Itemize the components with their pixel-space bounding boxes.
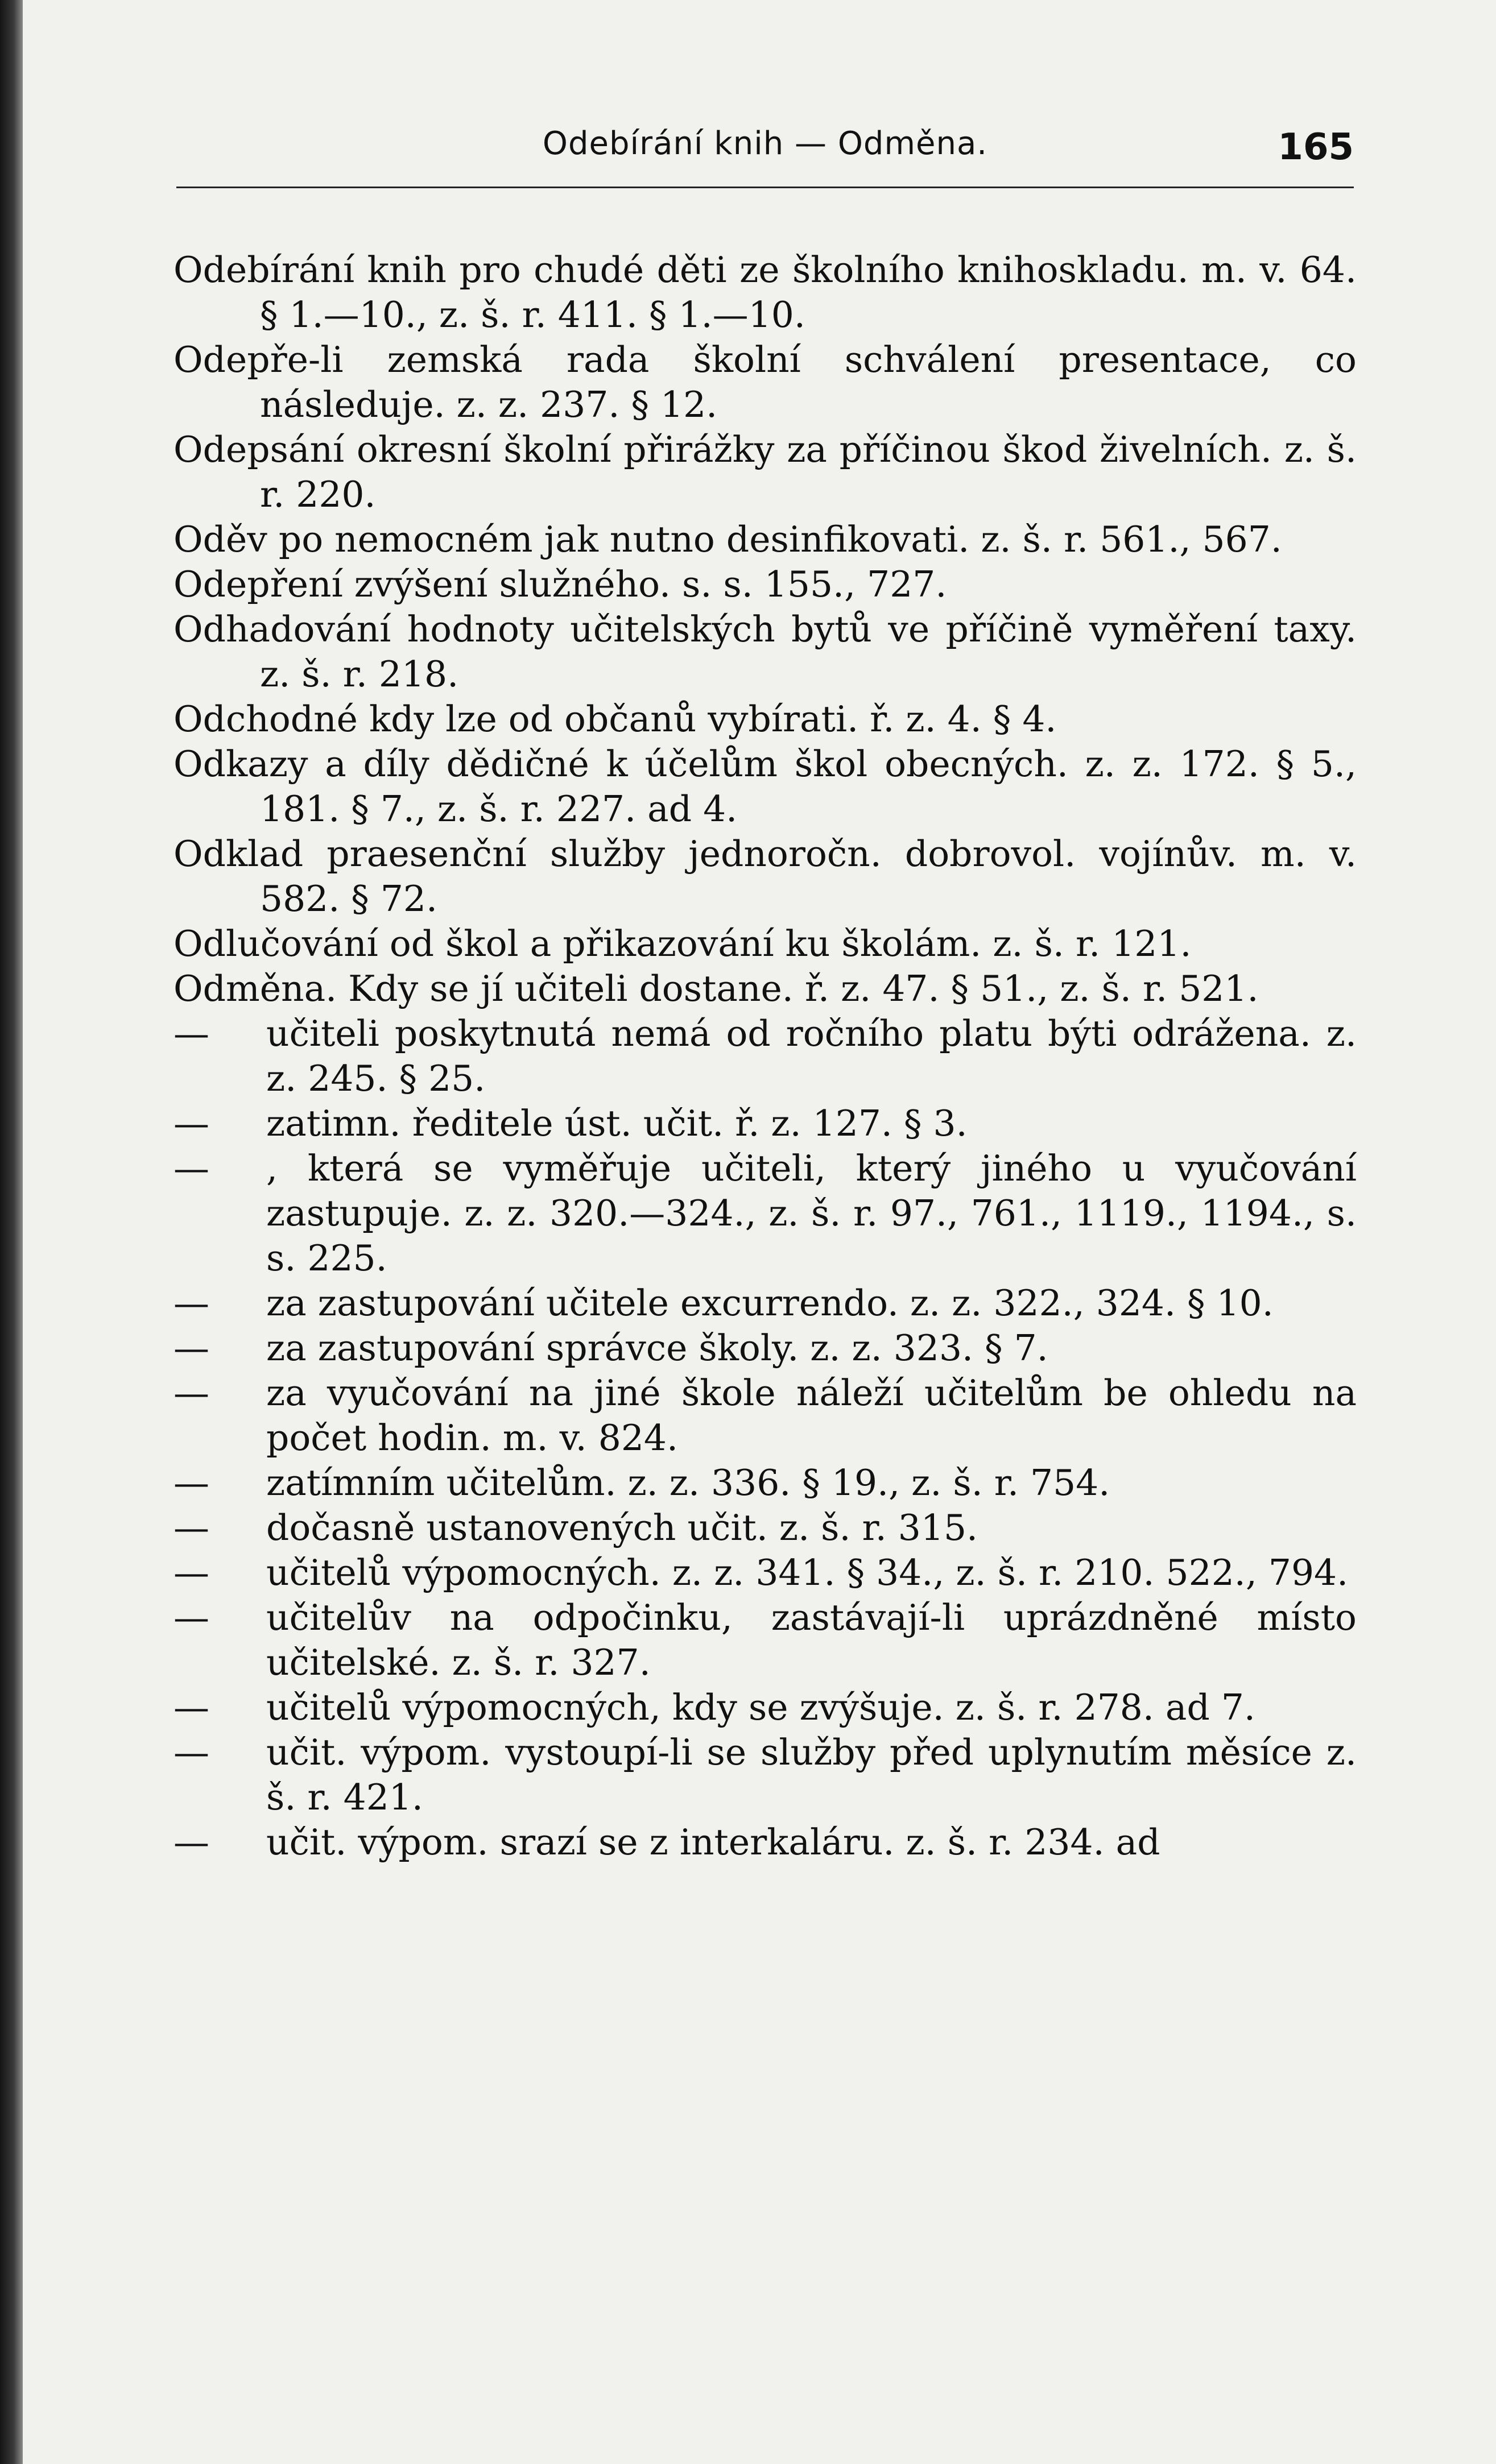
subentry-text: za zastupování správce školy. z. z. 323. § 7. xyxy=(266,1327,1048,1369)
index-entry: Odebírání knih pro chudé děti ze školního knihoskladu. m. v. 64. § 1.—10., z. š. r. 411. § 1.—10. xyxy=(173,249,1357,336)
subentry-text: zatimn. ředitele úst. učit. ř. z. 127. § 3. xyxy=(266,1103,968,1144)
subentry-dash: — xyxy=(173,1148,209,1189)
subentry-text: učitelů výpomocných. z. z. 341. § 34., z. š. r. 210. 522., 794. xyxy=(266,1552,1349,1593)
index-subentry xyxy=(173,1550,1357,1595)
subentry-dash: — xyxy=(173,1507,209,1548)
index-entries xyxy=(173,247,1357,1865)
index-subentry xyxy=(173,1460,1357,1505)
subentry-text: dočasně ustanovených učit. z. š. r. 315. xyxy=(266,1507,978,1548)
subentry-dash: — xyxy=(173,1732,209,1773)
subentry-text: učiteli poskytnutá nemá od ročního platu býti odrážena. z. z. 245. § 25. xyxy=(266,1013,1357,1099)
index-subentry xyxy=(173,1595,1357,1685)
subentry-dash: — xyxy=(173,1821,209,1863)
index-entry: Odměna. Kdy se jí učiteli dostane. ř. z. 47. § 51., z. š. r. 521. xyxy=(173,968,1259,1009)
subentry-dash: — xyxy=(173,1687,209,1728)
index-entry: Odklad praesenční služby jednoročn. dobrovol. vojínův. m. v. 582. § 72. xyxy=(173,833,1357,920)
subentry-text: učitelův na odpočinku, zastávají-li uprázdněné místo učitelské. z. š. r. 327. xyxy=(266,1597,1357,1683)
index-subentry xyxy=(173,1326,1357,1370)
subentry-text: učitelů výpomocných, kdy se zvýšuje. z. š. r. 278. ad 7. xyxy=(266,1687,1255,1728)
index-entry: Oděv po nemocném jak nutno desinfikovati. z. š. r. 561., 567. xyxy=(173,519,1282,560)
index-subentry xyxy=(173,1685,1357,1730)
index-subentry xyxy=(173,1146,1357,1281)
subentry-dash: — xyxy=(173,1103,209,1144)
index-entry: Odkazy a díly dědičné k účelům škol obecných. z. z. 172. § 5., 181. § 7., z. š. r. 227. ad 4. xyxy=(173,743,1357,830)
page-header xyxy=(176,114,1354,182)
index-entry: Odepření zvýšení služného. s. s. 155., 727. xyxy=(173,564,947,605)
subentry-dash: — xyxy=(173,1013,209,1054)
page-number: 165 xyxy=(1278,126,1354,168)
header-rule xyxy=(176,187,1354,188)
subentry-text: zatímním učitelům. z. z. 336. § 19., z. š. r. 754. xyxy=(266,1462,1110,1504)
index-subentry xyxy=(173,1101,1357,1146)
page-edge-shadow xyxy=(0,0,23,2464)
index-subentry xyxy=(173,1011,1357,1101)
index-entry: Odlučování od škol a přikazování ku školám. z. š. r. 121. xyxy=(173,923,1192,964)
book-page xyxy=(23,0,1496,2464)
subentry-dash: — xyxy=(173,1372,209,1414)
subentry-text: učit. výpom. vystoupí-li se služby před uplynutím měsíce z. š. r. 421. xyxy=(266,1732,1357,1818)
subentry-dash: — xyxy=(173,1327,209,1369)
index-entry: Odepsání okresní školní přirážky za příčinou škod živelních. z. š. r. 220. xyxy=(173,429,1357,515)
index-entry: Odchodné kdy lze od občanů vybírati. ř. z. 4. § 4. xyxy=(173,698,1057,740)
index-entry: Odepře-li zemská rada školní schválení presentace, co následuje. z. z. 237. § 12. xyxy=(173,339,1357,425)
subentry-text: , která se vyměřuje učiteli, který jiného u vyučování zastupuje. z. z. 320.—324., z. š. r. 97., 761., 1119., 1194., s. s. 225. xyxy=(266,1148,1357,1279)
index-subentry xyxy=(173,1505,1357,1550)
subentry-text: za zastupování učitele excurrendo. z. z. 322., 324. § 10. xyxy=(266,1282,1274,1324)
subentry-dash: — xyxy=(173,1282,209,1324)
subentry-dash: — xyxy=(173,1462,209,1504)
index-subentry xyxy=(173,1370,1357,1460)
subentry-dash: — xyxy=(173,1597,209,1638)
subentry-text: učit. výpom. srazí se z interkaláru. z. š. r. 234. ad xyxy=(266,1821,1160,1863)
index-subentry xyxy=(173,1820,1357,1865)
index-subentry xyxy=(173,1281,1357,1326)
index-entry: Odhadování hodnoty učitelských bytů ve příčině vyměření taxy. z. š. r. 218. xyxy=(173,608,1357,695)
index-subentry xyxy=(173,1730,1357,1820)
subentry-text: za vyučování na jiné škole náleží učitelům be ohledu na počet hodin. m. v. 824. xyxy=(266,1372,1357,1459)
running-title: Odebírání knih — Odměna. xyxy=(542,125,988,162)
subentry-dash: — xyxy=(173,1552,209,1593)
